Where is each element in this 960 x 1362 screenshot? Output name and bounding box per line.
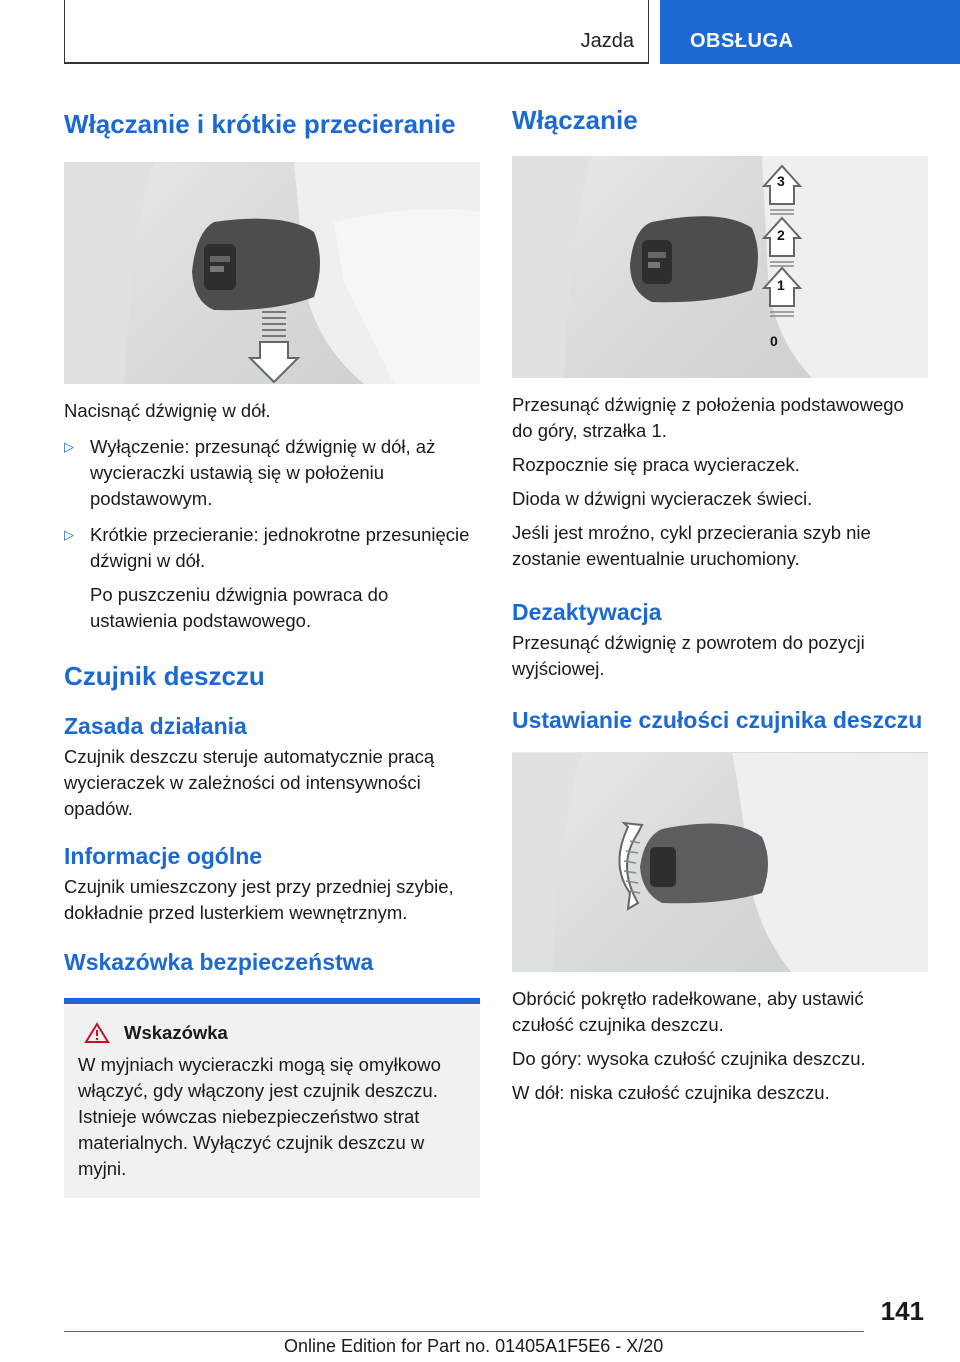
warning-title: Wskazówka xyxy=(124,1022,228,1043)
on-text-3: Dioda w dźwigni wycieraczek świeci. xyxy=(512,488,813,509)
list-item xyxy=(64,434,480,512)
heading-deactivation: Dezaktywacja xyxy=(512,599,662,625)
principle-text: Czujnik deszczu steruje automatycznie pracą wycieraczek w zależności od intensywności opadów. xyxy=(64,746,435,819)
on-text-1: Przesunąć dźwignię z położenia podstawowego do góry, strzałka 1. xyxy=(512,394,904,441)
edition-text: Online Edition for Part no. 01405A1F5E6 - X/20 xyxy=(284,1336,664,1356)
heading-switch-on-short-wipe: Włączanie i krótkie przecieranie xyxy=(64,109,456,139)
warning-triangle-icon xyxy=(84,1022,110,1044)
general-text: Czujnik umieszczony jest przy przedniej szybie, dokładnie przed lusterkiem wewnętrznym. xyxy=(64,876,454,923)
position-label-0: 0 xyxy=(770,333,778,349)
on-text-2: Rozpocznie się praca wycieraczek. xyxy=(512,454,800,475)
triangle-bullet-icon: ▷ xyxy=(64,439,74,454)
knurled-wheel-illustration xyxy=(512,752,928,972)
left-column xyxy=(64,96,480,1198)
figure-knurled-wheel xyxy=(512,752,928,972)
position-label-1: 1 xyxy=(777,277,785,293)
header-chapter-tab[interactable] xyxy=(660,0,960,64)
figure-lever-down xyxy=(64,162,480,384)
figure-lever-positions xyxy=(512,156,928,378)
header-section-box xyxy=(64,0,649,64)
bullet-text: Wyłączenie: przesunąć dźwignię w dół, aż wycieraczki ustawią się w położeniu podstawowym. xyxy=(90,436,436,509)
deact-text: Przesunąć dźwignię z powrotem do pozycji wyjściowej. xyxy=(512,632,865,679)
lever-down-illustration xyxy=(64,162,480,384)
warning-text: W myjniach wycieraczki mogą się omyłkowo włączyć, gdy włączony jest czujnik deszczu. Istnieje wówczas niebezpieczeństwo strat materialnych. Wyłączyć czujnik deszczu w myjni. xyxy=(78,1054,441,1179)
lever-positions-illustration xyxy=(512,156,928,378)
intro-text: Nacisnąć dźwignię w dół. xyxy=(64,400,271,421)
position-label-2: 2 xyxy=(777,227,785,243)
heading-switch-on: Włączanie xyxy=(512,105,638,135)
header-section-label: Jazda xyxy=(580,30,634,52)
heading-rain-sensor: Czujnik deszczu xyxy=(64,661,265,691)
page-number: 141 xyxy=(880,1296,924,1326)
warning-box xyxy=(64,1004,480,1198)
on-text-4: Jeśli jest mroźno, cykl przecierania szyb nie zostanie ewentualnie uruchomiony. xyxy=(512,522,871,569)
heading-general-info: Informacje ogólne xyxy=(64,843,263,869)
position-label-3: 3 xyxy=(777,173,785,189)
bullet-subtext: Po puszczeniu dźwignia powraca do ustawienia podstawowego. xyxy=(90,584,389,631)
sens-text-2: Do góry: wysoka czułość czujnika deszczu. xyxy=(512,1048,866,1069)
bullet-text: Krótkie przecieranie: jednokrotne przesunięcie dźwigni w dół. xyxy=(90,524,470,571)
heading-principle: Zasada działania xyxy=(64,713,247,739)
right-column xyxy=(512,96,928,1106)
bullet-list xyxy=(64,434,480,634)
header-chapter-label: OBSŁUGA xyxy=(690,30,794,52)
heading-sensitivity: Ustawianie czułości czujnika deszczu xyxy=(512,707,923,733)
footer-divider xyxy=(64,1331,864,1332)
triangle-bullet-icon: ▷ xyxy=(64,527,74,542)
sens-text-3: W dół: niska czułość czujnika deszczu. xyxy=(512,1082,830,1103)
heading-safety-note: Wskazówka bezpieczeństwa xyxy=(64,949,374,975)
warning-header xyxy=(78,1022,466,1044)
list-item xyxy=(64,522,480,634)
sens-text-1: Obrócić pokrętło radełkowane, aby ustawić czułość czujnika deszczu. xyxy=(512,988,864,1035)
